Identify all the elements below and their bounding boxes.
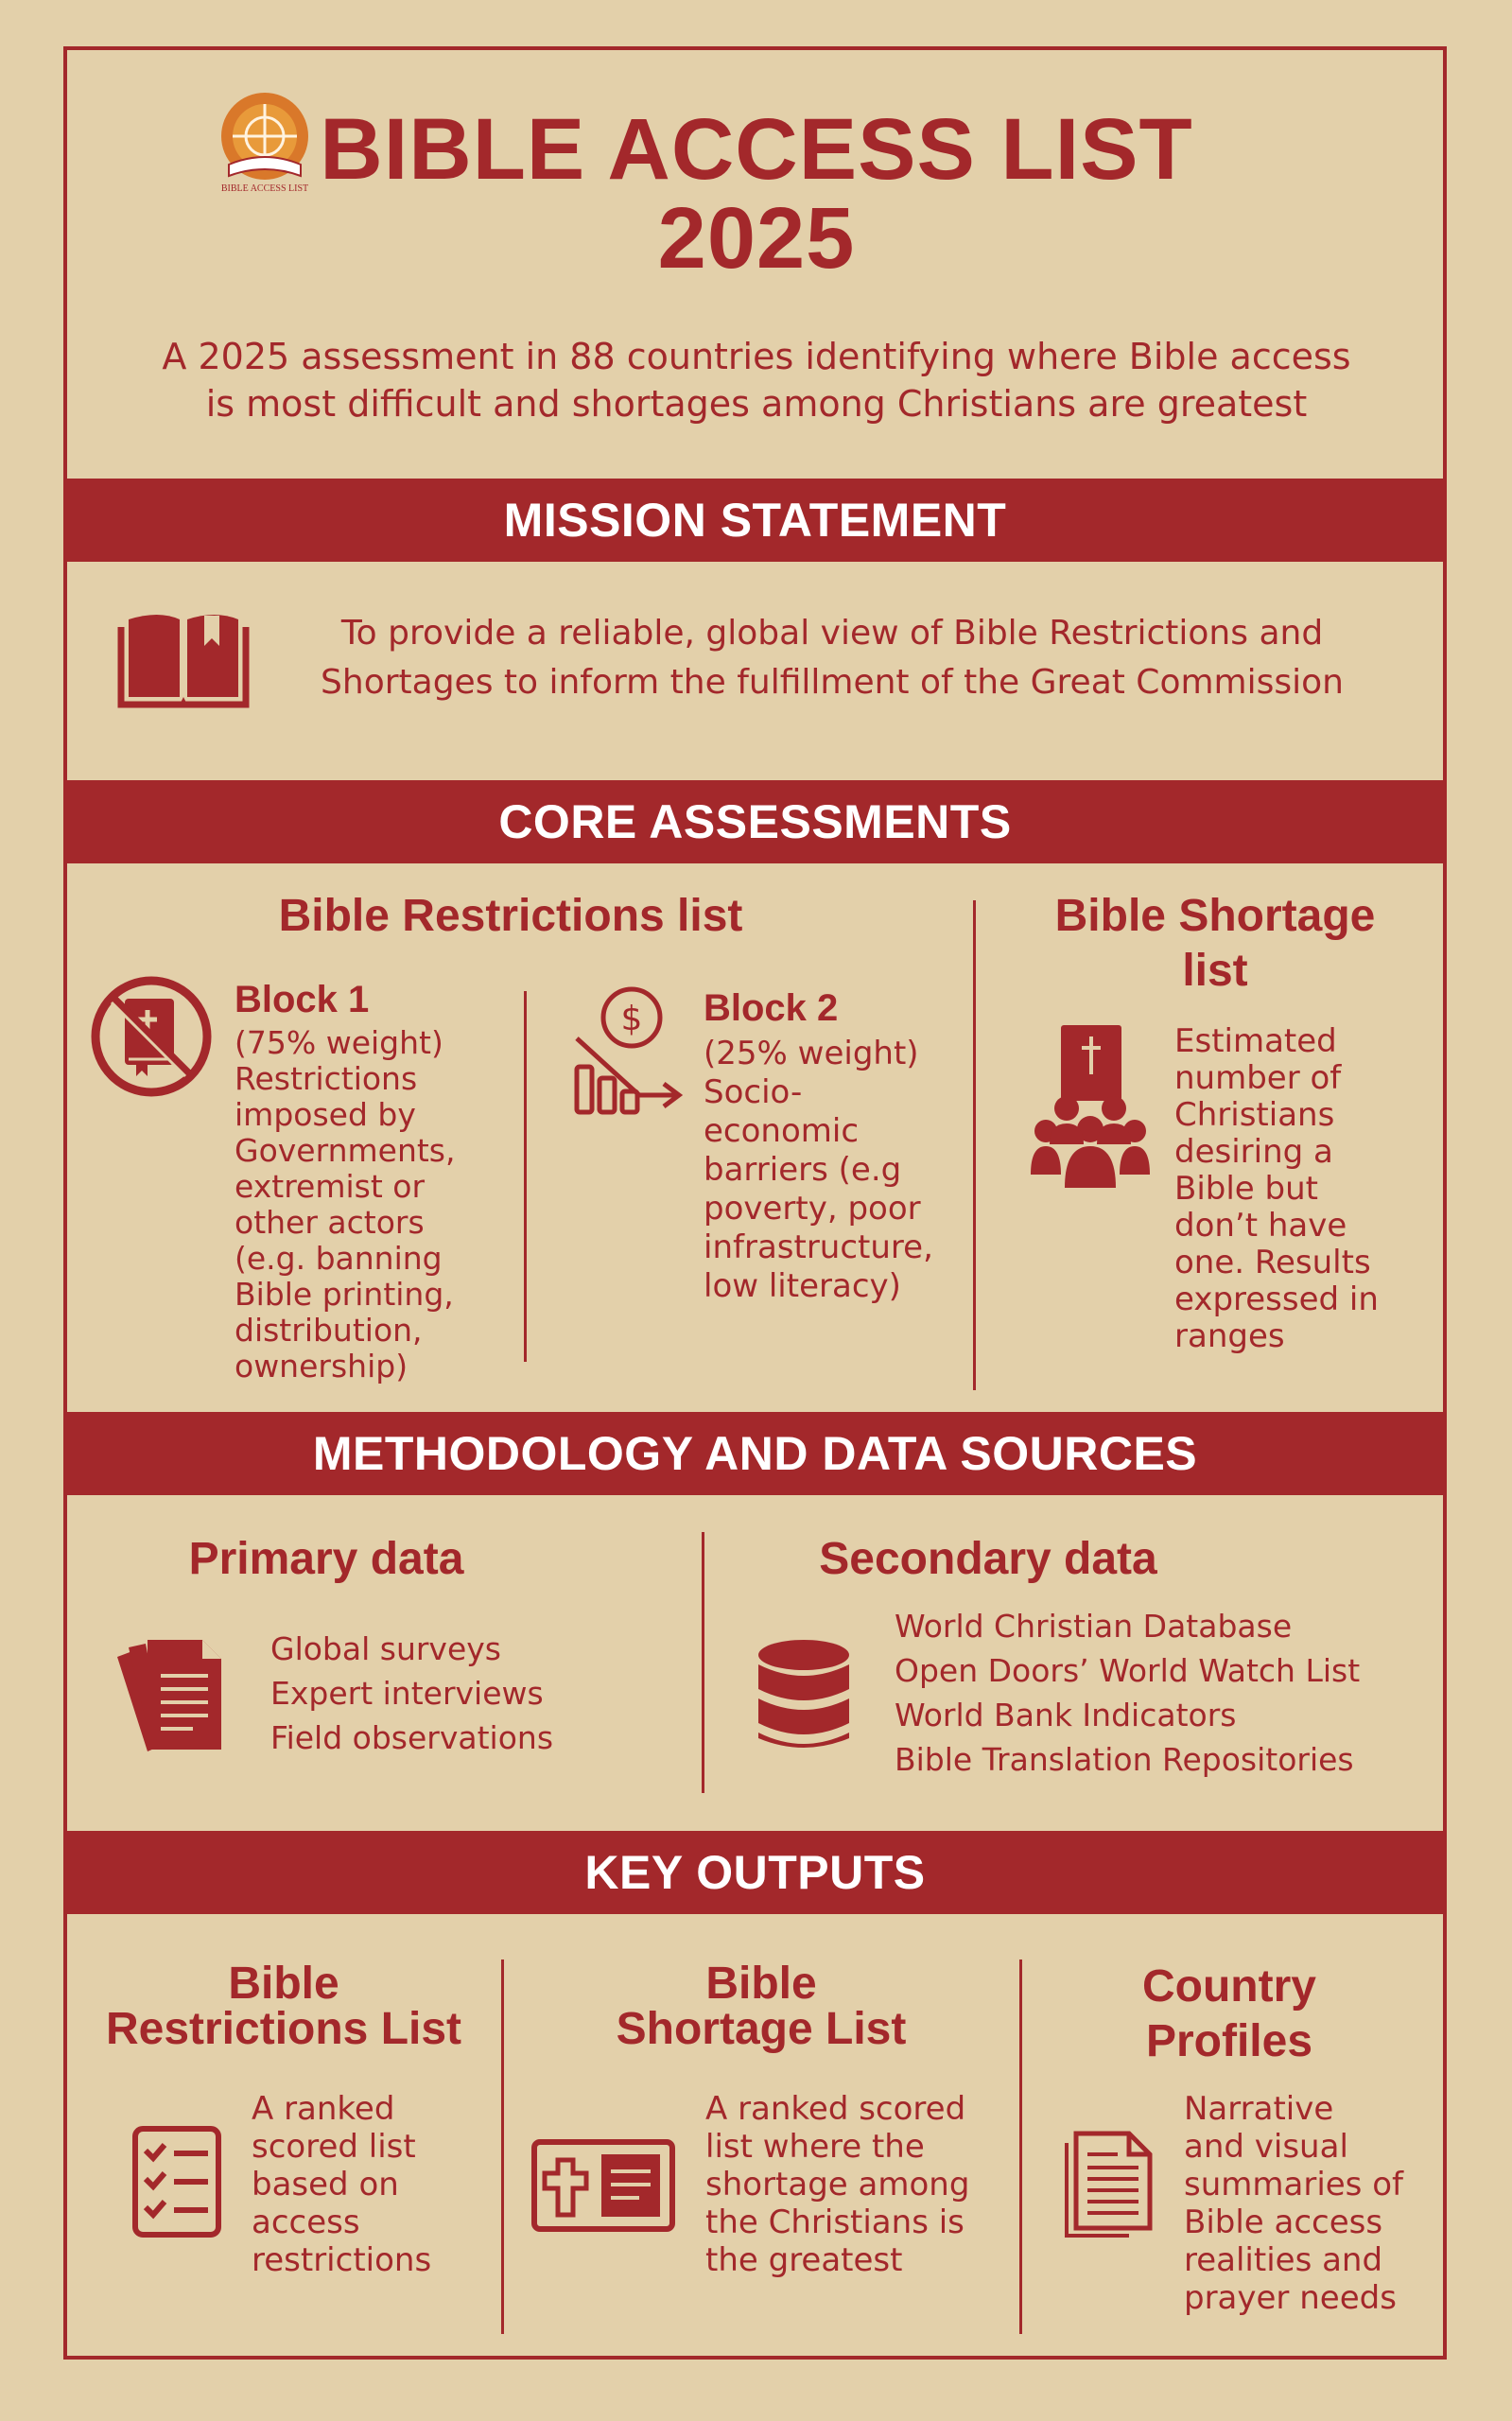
outputs-divider-1 — [501, 1959, 504, 2334]
output-profiles-text: Narrative and visual summaries of Bible access realities and prayer needs — [1184, 2090, 1403, 2317]
shortage-list-title: Bible Shortage list — [1054, 891, 1376, 996]
money-decline-icon — [573, 984, 686, 1116]
no-bible-icon — [89, 974, 214, 1099]
secondary-data-title: Secondary data — [819, 1534, 1157, 1584]
bible-people-icon — [1031, 1025, 1150, 1188]
document-icon — [1063, 2130, 1154, 2239]
cross-card-icon — [531, 2139, 675, 2232]
subtitle-line-1: A 2025 assessment in 88 countries identifying where Bible access — [162, 336, 1351, 377]
block-2-title: Block 2 — [704, 987, 839, 1029]
key-outputs-heading: KEY OUTPUTS — [63, 1831, 1447, 1914]
restrictions-list-title: Bible Restrictions list — [278, 891, 743, 941]
list-item: Open Doors’ World Watch List — [895, 1652, 1361, 1689]
logo-text: BIBLE ACCESS LIST — [220, 183, 309, 194]
block-1-title: Block 1 — [235, 979, 370, 1020]
secondary-data-list — [895, 1604, 1360, 1782]
list-item: Bible Translation Repositories — [895, 1741, 1354, 1778]
list-item: World Christian Database — [895, 1608, 1293, 1645]
svg-text:$: $ — [620, 1000, 643, 1038]
mission-heading: MISSION STATEMENT — [63, 479, 1447, 562]
list-item: Global surveys — [270, 1630, 501, 1667]
subtitle-line-2: is most difficult and shortages among Christians are greatest — [205, 383, 1308, 425]
output-shortage-title: Bible Shortage List — [616, 1959, 907, 2054]
list-item: Expert interviews — [270, 1675, 544, 1712]
output-restrictions-title: Bible Restrictions List — [105, 1959, 462, 2054]
primary-data-title: Primary data — [188, 1534, 464, 1584]
core-assessments-heading: CORE ASSESSMENTS — [63, 780, 1447, 863]
list-item: World Bank Indicators — [895, 1697, 1237, 1733]
outputs-divider-2 — [1019, 1959, 1022, 2334]
mission-text-line-2: Shortages to inform the fulfillment of the Great Commission — [321, 663, 1344, 702]
shortage-list-text: Estimated number of Christians desiring a Bible but don’t have one. Results expressed in ranges — [1174, 1022, 1379, 1355]
list-item: Field observations — [270, 1719, 554, 1756]
block-1-text: (75% weight) Restrictions imposed by Governments, extremist or other actors (e.g. banning Bible printing, distribution, ownership) — [235, 1024, 456, 1385]
database-icon — [756, 1640, 851, 1751]
page-title: BIBLE ACCESS LIST — [320, 101, 1193, 198]
output-restrictions-text: A ranked scored list based on access restrictions — [252, 2090, 432, 2279]
methodology-heading: METHODOLOGY AND DATA SOURCES — [63, 1412, 1447, 1495]
primary-data-list — [270, 1627, 553, 1760]
output-profiles-title: Country Profiles — [1142, 1961, 1316, 2066]
page-title-year: 2025 — [657, 190, 856, 287]
methodology-divider — [702, 1532, 704, 1793]
output-shortage-text: A ranked scored list where the shortage among the Christians is the greatest — [705, 2090, 970, 2279]
checklist-icon — [132, 2126, 221, 2238]
block-divider — [524, 991, 527, 1362]
open-book-icon — [121, 610, 246, 708]
mission-text-line-1: To provide a reliable, global view of Bible Restrictions and — [340, 614, 1324, 653]
block-2-text: (25% weight) Socio- economic barriers (e.g poverty, poor infrastructure, low literacy) — [704, 1035, 933, 1305]
core-divider — [973, 900, 976, 1390]
documents-icon — [113, 1636, 233, 1755]
